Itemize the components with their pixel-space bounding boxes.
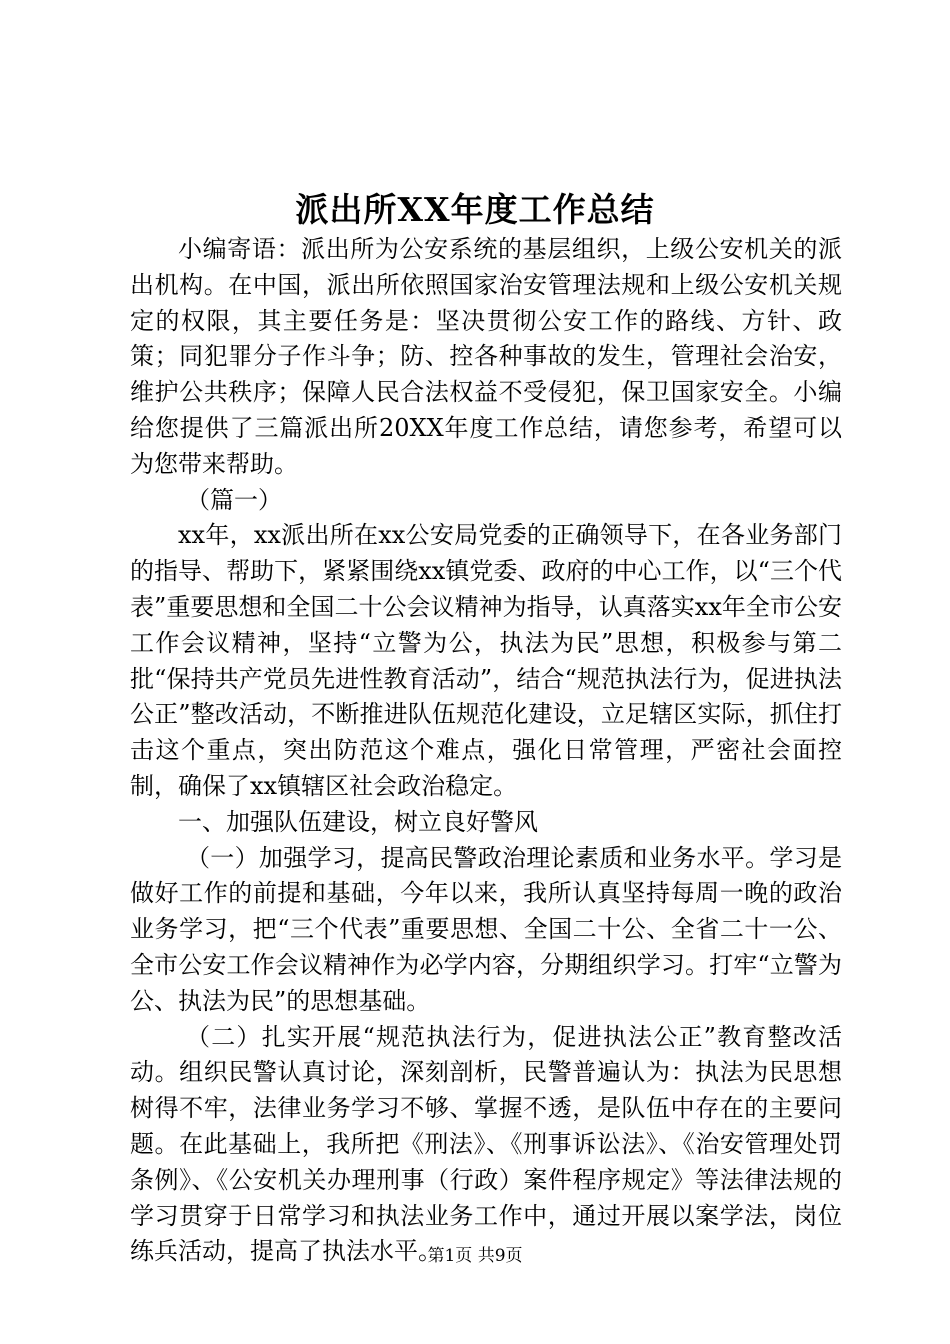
subsection-study-paragraph: （一）加强学习，提高民警政治理论素质和业务水平。学习是做好工作的前提和基础，今年以来，我所认真坚持每周一晚的政治业务学习，把“三个代表”重要思想、全国二十公、全省二十一公、全市公安工作会议精神作为必学内容，分期组织学习。打牢“立警为公、执法为民”的思想基础。: [130, 843, 842, 1015]
subsection-rectification-paragraph: （二）扎实开展“规范执法行为，促进执法公正”教育整改活动。组织民警认真讨论，深刻剖析，民警普遍认为：执法为民思想树得不牢，法律业务学习不够、掌握不透，是队伍中存在的主要问题。在此基础上，我所把《刑法》、《刑事诉讼法》、《治安管理处罚条例》、《公安机关办理刑事（行政）案件程序规定》等法律法规的学习贯穿于日常学习和执法业务工作中，通过开展以案学法，岗位练兵活动，提高了执法水平。: [130, 1022, 842, 1266]
overview-paragraph: xx年，xx派出所在xx公安局党委的正确领导下，在各业务部门的指导、帮助下，紧紧围绕xx镇党委、政府的中心工作，以“三个代表”重要思想和全国二十公会议精神为指导，认真落实xx年全市公安工作会议精神，坚持“立警为公，执法为民”思想，积极参与第二批“保持共产党员先进性教育活动”，结合“规范执法行为，促进执法公正”整改活动，不断推进队伍规范化建设，立足辖区实际，抓住打击这个重点，突出防范这个难点，强化日常管理，严密社会面控制，确保了xx镇辖区社会政治稳定。: [130, 521, 842, 800]
section-label-part-one: （篇一）: [186, 485, 282, 514]
page-number-footer: 第1页 共9页: [427, 1246, 523, 1266]
document-body: [130, 232, 842, 1270]
section-heading-team-building: 一、加强队伍建设，树立良好警风: [178, 807, 538, 836]
document-title: 派出所XX年度工作总结: [295, 190, 655, 229]
intro-paragraph: 小编寄语：派出所为公安系统的基层组织，上级公安机关的派出机构。在中国，派出所依照国家治安管理法规和上级公安机关规定的权限，其主要任务是：坚决贯彻公安工作的路线、方针、政策；同犯罪分子作斗争；防、控各种事故的发生，管理社会治安，维护公共秩序；保障人民合法权益不受侵犯，保卫国家安全。小编给您提供了三篇派出所20XX年度工作总结，请您参考，希望可以为您带来帮助。: [130, 235, 842, 478]
